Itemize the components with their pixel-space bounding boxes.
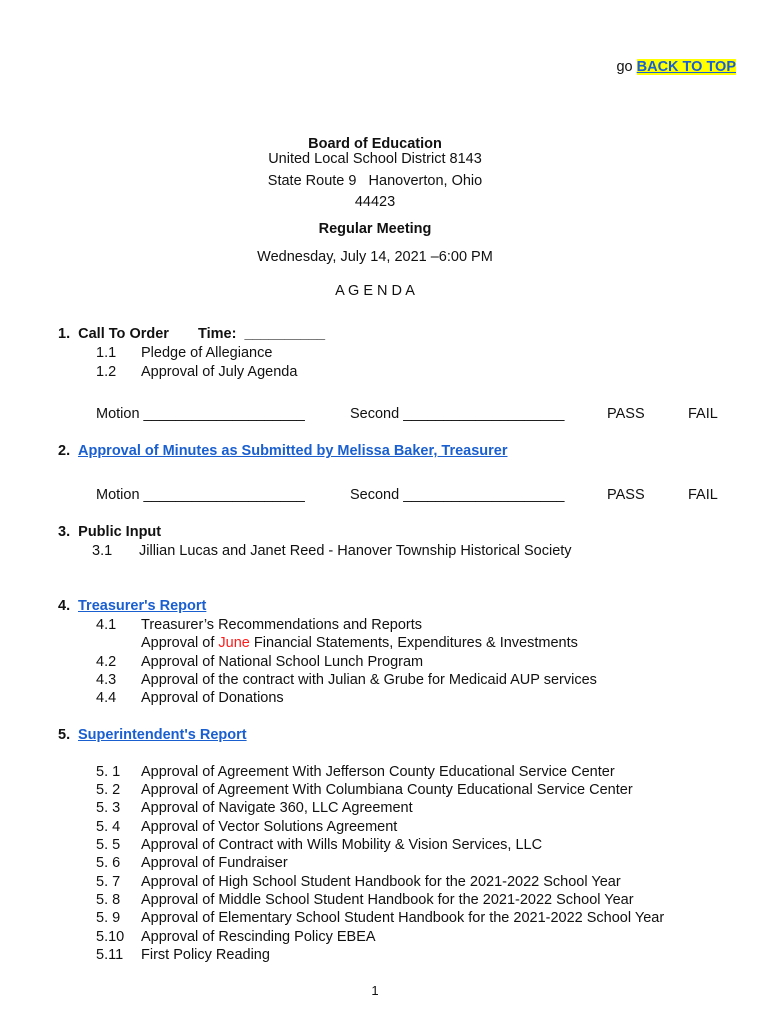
meeting-type: Regular Meeting <box>318 221 432 237</box>
superintendents-report-link[interactable]: Superintendent's Report <box>78 727 247 743</box>
item-num: 5. 6 <box>96 855 121 871</box>
pass-label: PASS <box>607 406 645 422</box>
item-num: 5. 7 <box>96 874 121 890</box>
section-2-num: 2. <box>58 443 71 459</box>
item-num: 4.2 <box>96 654 117 670</box>
sub-month: June <box>218 635 250 651</box>
item-num: 5. 1 <box>96 764 121 780</box>
item-text: Approval of High School Student Handbook for the 2021-2022 School Year <box>141 874 621 890</box>
item-text: Approval of Rescinding Policy EBEA <box>141 929 376 945</box>
section-1-title: 1. Call To Order <box>58 326 169 342</box>
item-text: Approval of Fundraiser <box>141 855 288 871</box>
address-line-2: State Route 9 Hanoverton, Ohio <box>267 173 483 189</box>
item-text: Approval of Donations <box>141 690 284 706</box>
item-num: 4.1 <box>96 617 117 633</box>
fail-label: FAIL <box>688 487 718 503</box>
fail-label: FAIL <box>688 406 718 422</box>
section-5-num: 5. <box>58 727 71 743</box>
item-text: First Policy Reading <box>141 947 270 963</box>
financial-statements-line <box>141 635 578 651</box>
item-num: 1.2 <box>96 364 117 380</box>
sub-suffix: Financial Statements, Expenditures & Investments <box>249 635 578 651</box>
item-text: Treasurer’s Recommendations and Reports <box>141 617 423 633</box>
board-title: Board of Education <box>308 136 442 152</box>
item-num: 5. 4 <box>96 819 121 835</box>
sub-prefix: Approval of <box>141 635 219 651</box>
back-to-top <box>616 59 736 75</box>
section-3-title: 3. Public Input <box>58 524 162 540</box>
second-field: Second ____________________ <box>350 487 565 503</box>
item-num: 5. 8 <box>96 892 121 908</box>
item-text: Pledge of Allegiance <box>141 345 273 361</box>
motion-field: Motion ____________________ <box>96 487 305 503</box>
back-to-top-link[interactable]: BACK TO TOP <box>636 59 736 75</box>
item-text: Approval of Contract with Wills Mobility & Vision Services, LLC <box>141 837 543 853</box>
meeting-date: Wednesday, July 14, 2021 –6:00 PM <box>257 249 493 265</box>
agenda-title: A G E N D A <box>335 283 415 299</box>
item-num: 4.3 <box>96 672 117 688</box>
item-text: Approval of Navigate 360, LLC Agreement <box>141 800 413 816</box>
item-num: 5.11 <box>96 947 124 963</box>
section-1-time: Time: __________ <box>198 326 326 342</box>
item-text: Approval of Vector Solutions Agreement <box>141 819 398 835</box>
second-field: Second ____________________ <box>350 406 565 422</box>
section-4-num: 4. <box>58 598 71 614</box>
item-num: 1.1 <box>96 345 117 361</box>
item-text: Approval of Middle School Student Handbook for the 2021-2022 School Year <box>141 892 634 908</box>
item-num: 5. 2 <box>96 782 121 798</box>
address-line-1: United Local School District 8143 <box>268 151 482 167</box>
item-text: Approval of National School Lunch Program <box>141 654 424 670</box>
back-to-top-prefix: go <box>616 59 633 75</box>
address-zip: 44423 <box>354 194 396 210</box>
item-text: Jillian Lucas and Janet Reed - Hanover Township Historical Society <box>139 543 572 559</box>
item-num: 5. 3 <box>96 800 121 816</box>
item-text: Approval of the contract with Julian & Grube for Medicaid AUP services <box>141 672 597 688</box>
motion-field: Motion ____________________ <box>96 406 305 422</box>
minutes-link[interactable]: Approval of Minutes as Submitted by Melissa Baker, Treasurer <box>78 443 508 459</box>
pass-label: PASS <box>607 487 645 503</box>
item-text: Approval of Agreement With Columbiana County Educational Service Center <box>141 782 633 798</box>
item-num: 4.4 <box>96 690 117 706</box>
item-num: 5. 9 <box>96 910 121 926</box>
item-num: 3.1 <box>92 543 113 559</box>
treasurers-report-link[interactable]: Treasurer's Report <box>78 598 207 614</box>
page-number: 1 <box>371 983 379 998</box>
item-text: Approval of Agreement With Jefferson County Educational Service Center <box>141 764 615 780</box>
item-num: 5. 5 <box>96 837 121 853</box>
item-num: 5.10 <box>96 929 125 945</box>
item-text: Approval of Elementary School Student Handbook for the 2021-2022 School Year <box>141 910 665 926</box>
item-text: Approval of July Agenda <box>141 364 298 380</box>
